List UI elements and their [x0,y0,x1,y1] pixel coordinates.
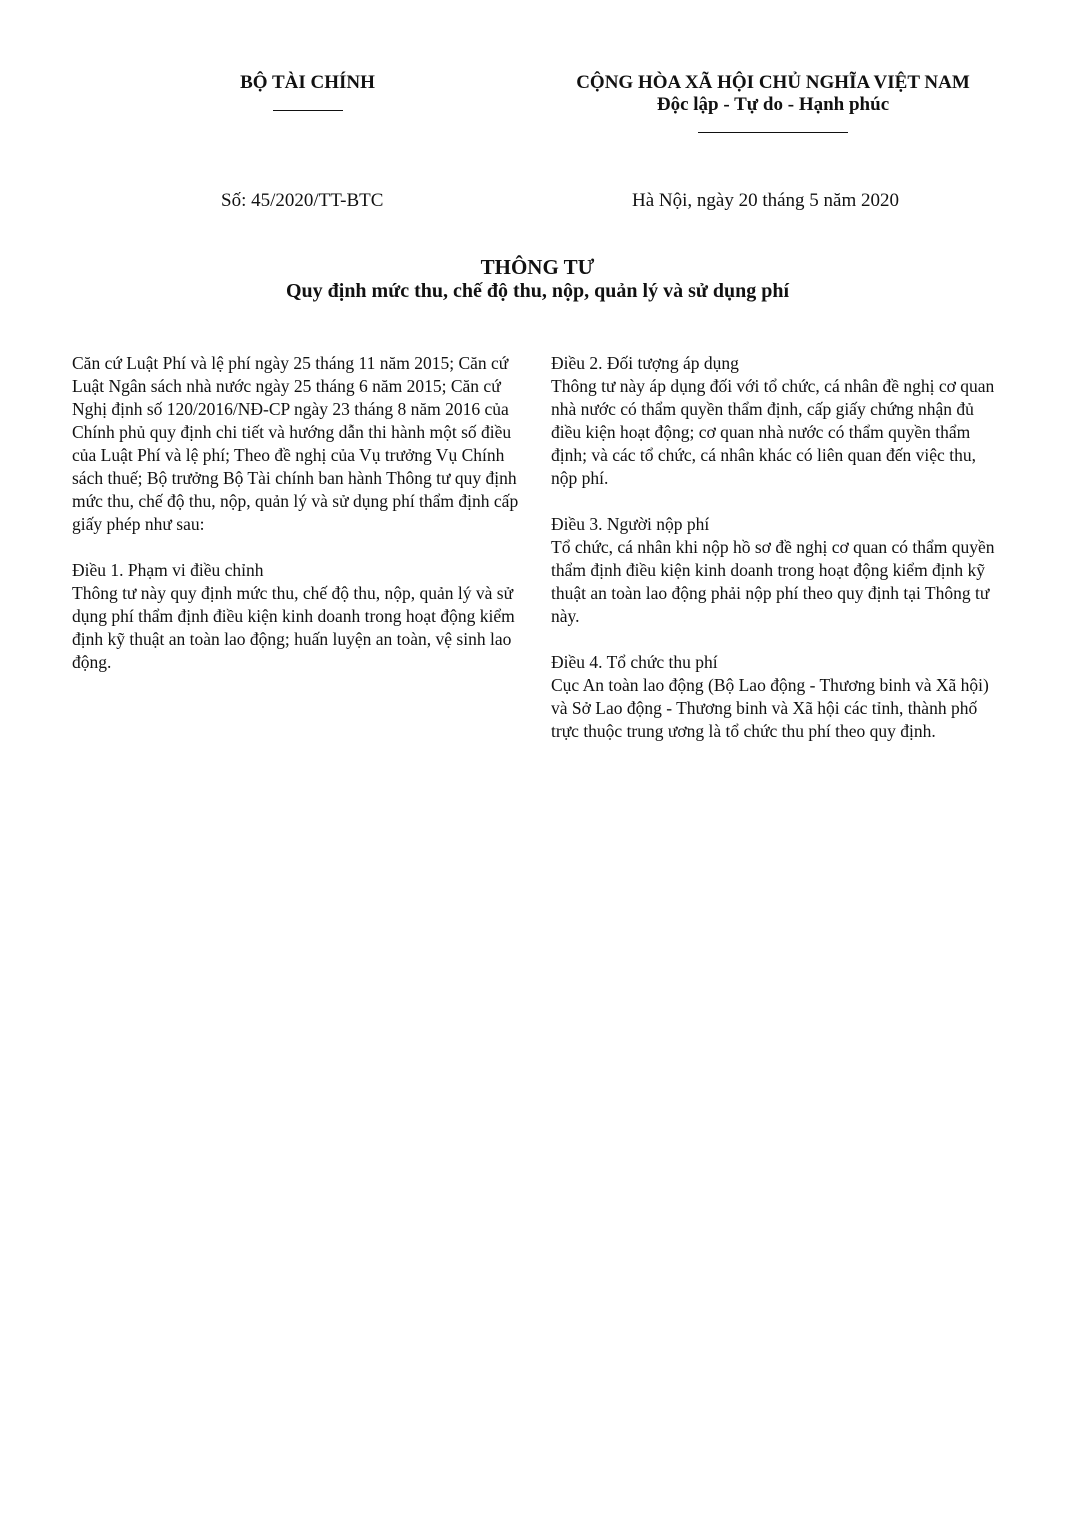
place-and-date: Hà Nội, ngày 20 tháng 5 năm 2020 [632,190,900,211]
document-subject: Quy định mức thu, chế độ thu, nộp, quản lý và sử dụng phí [285,280,790,302]
article-heading: Điều 3. Người nộp phí [551,514,710,534]
document-number: Số: 45/2020/TT-BTC [221,190,384,211]
article-body: Thông tư này quy định mức thu, chế độ thu, nộp, quản lý và sử dụng phí thẩm định điều kiện kinh doanh trong hoạt động kiểm định kỹ thuật an toàn lao động; huấn luyện an toàn, vệ sinh lao động. [72,583,515,672]
article-heading: Điều 1. Phạm vi điều chỉnh [72,560,264,580]
article-4 [551,651,1003,743]
issuing-agency-block [200,72,415,111]
issuing-agency-name: BỘ TÀI CHÍNH [240,72,375,93]
preamble: Căn cứ Luật Phí và lệ phí ngày 25 tháng 11 năm 2015; Căn cứ Luật Ngân sách nhà nước ngày 25 tháng 6 năm 2015; Căn cứ Nghị định số 120/2016/NĐ-CP ngày 23 tháng 8 năm 2016 của Chính phủ quy định chi tiết và hướng dẫn thi hành một số điều của Luật Phí và lệ phí; Theo đề nghị của Vụ trưởng Vụ Chính sách thuế; Bộ trưởng Bộ Tài chính ban hành Thông tư quy định mức thu, chế độ thu, nộp, quản lý và sử dụng phí thẩm định cấp giấy phép như sau: [72,353,519,534]
article-3 [551,513,1003,628]
national-motto-block [548,72,998,133]
article-heading: Điều 4. Tổ chức thu phí [551,652,718,672]
article-body: Cục An toàn lao động (Bộ Lao động - Thương binh và Xã hội) và Sở Lao động - Thương binh và Xã hội các tỉnh, thành phố trực thuộc trung ương là tổ chức thu phí theo quy định. [551,675,989,741]
article-heading: Điều 2. Đối tượng áp dụng [551,353,739,373]
agency-underline [273,110,343,111]
country-name: CỘNG HÒA XÃ HỘI CHỦ NGHĨA VIỆT NAM [576,72,970,93]
document-type: THÔNG TƯ [480,255,595,279]
motto-underline [698,132,848,133]
article-2 [551,352,1003,490]
article-body: Thông tư này áp dụng đối với tổ chức, cá nhân đề nghị cơ quan nhà nước có thẩm quyền thẩm định, cấp giấy chứng nhận đủ điều kiện hoạt động; cơ quan nhà nước có thẩm quyền thẩm định; và các tổ chức, cá nhân khác có liên quan đến việc thu, nộp phí. [551,376,995,488]
article-body: Tổ chức, cá nhân khi nộp hồ sơ đề nghị cơ quan có thẩm quyền thẩm định điều kiện kinh doanh trong hoạt động kiểm định kỹ thuật an toàn lao động phải nộp phí theo quy định tại Thông tư này. [551,537,995,626]
article-1 [72,559,524,674]
motto: Độc lập - Tự do - Hạnh phúc [656,94,890,115]
document-title-block [0,255,1075,303]
left-column [72,352,524,697]
right-column [551,352,1003,766]
